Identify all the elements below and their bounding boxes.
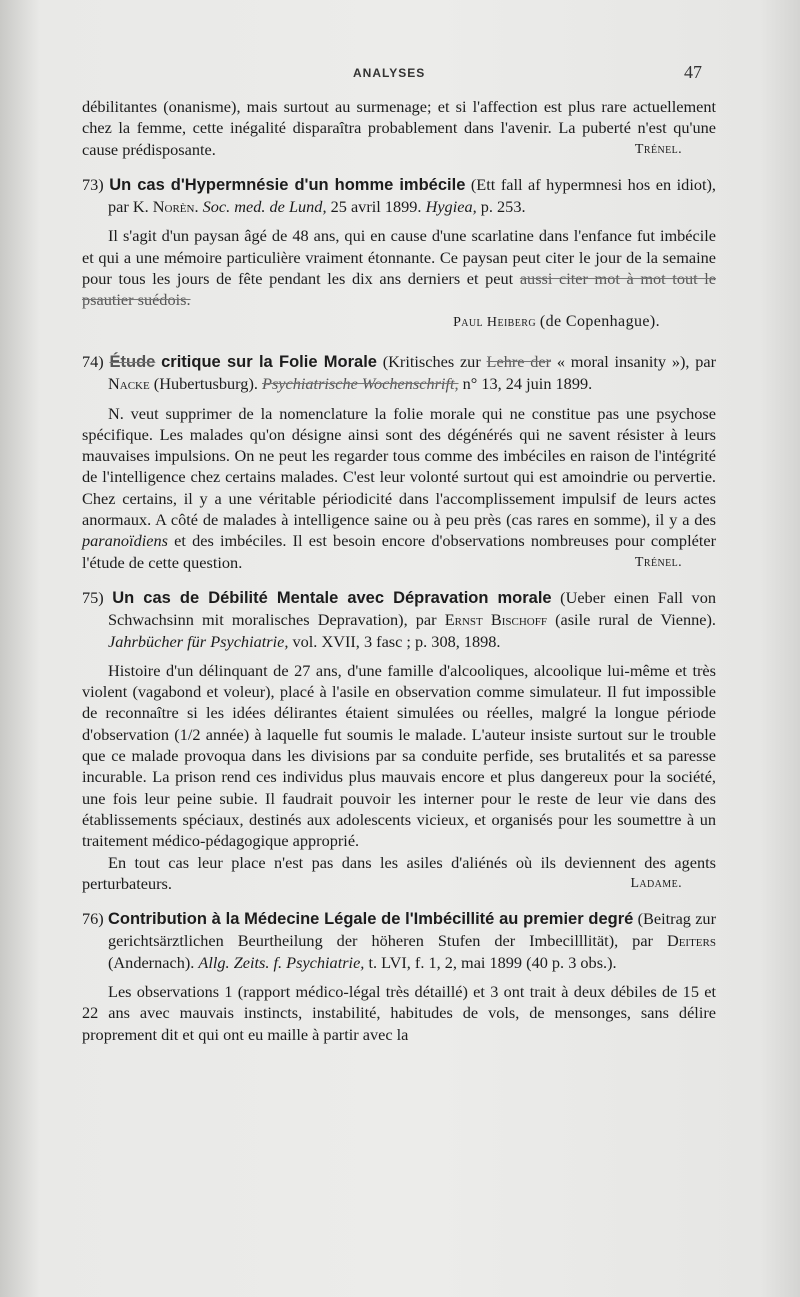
entry-75-signature: Ladame. [630, 875, 682, 891]
entry-76-heading [82, 908, 716, 973]
entry-title: Un cas de Débilité Mentale avec Dépravation morale [112, 588, 552, 607]
entry-74-heading [82, 351, 716, 395]
running-header [0, 62, 800, 86]
entry-75 [82, 587, 716, 894]
entry-journal: Allg. Zeits. f. Psychiatrie, [198, 952, 365, 972]
entry-page: p. 253. [480, 197, 526, 217]
entry-place: (Hubertusburg). [153, 374, 258, 394]
intro-paragraph [82, 96, 716, 160]
entry-issue: vol. XVII, 3 fasc ; p. 308, 1898. [292, 631, 501, 651]
entry-75-body: Histoire d'un délinquant de 27 ans, d'une famille d'alcooliques, alcoolique lui-même et très violent (vagabond et voleur), placé à l'asile en observation comme simulateur. Il fut impossible de reconnaître si les idées délirantes étaient simulées ou réelles, malgré la longue période d'observation (1/2 année) à laquelle fut soumis le malade. L'auteur insiste surtout sur le trouble que ce malade provoqua dans les divisions par sa conduite perfide, ses brutalités et sa paresse incurable. La prison rend ces individus plus mauvais encore et plus dangereux pour la société, une fois leur peine subie. Il faudrait pouvoir les interner pour le reste de leur vie dans des établissements spéciaux, destinés aux adolescents vicieux, et organisés pour les soumettre à un traitement médico-pédagogique approprié. [82, 660, 716, 851]
entry-76-body: Les observations 1 (rapport médico-légal très détaillé) et 3 ont trait à deux débiles de 15 et 22 ans avec mauvais instincts, instabilité, habitudes de vols, de mensonges, sans délire proprement dit et qui ont eu maille à partir avec la [82, 981, 716, 1044]
entry-74-body [82, 403, 716, 573]
entry-73-body [82, 225, 716, 310]
entry-reference-rest: « moral insanity »), par [556, 351, 717, 371]
signature-place: (de Copenhague). [539, 312, 660, 330]
entry-body-text: Il s'agit d'un paysan âgé de 48 ans, qui en cause d'une scarlatine dans l'enfance fut imbécile et qui a une mémoire particulière vraiment étonnante. Ce paysan peut citer le jour de la semaine pour tous les jours de fête pendant les dix ans derniers et peut [82, 226, 716, 289]
entry-place: (asile rural de Vienne). [555, 610, 716, 630]
entry-author: K. Norèn. [132, 197, 199, 217]
running-title: ANALYSES [353, 66, 426, 80]
page-number: 47 [684, 62, 702, 82]
entry-body-struck: aussi citer mot à mot tout le psautier suédois. [82, 269, 716, 310]
entry-journal-2: Hygiea, [425, 197, 477, 217]
entry-reference: (Beitrag zur gerichtsärztlichen Beurtheilung der höheren Stufen der Imbecilllität), par [108, 909, 716, 951]
entry-73-heading [82, 174, 716, 218]
entry-reference: (Ett fall af hypermnesi hos en idiot), par [108, 174, 716, 217]
entry-73-signature [82, 311, 660, 333]
entry-issue: n° 13, 24 juin 1899. [462, 374, 593, 394]
entry-75-body-2 [82, 852, 716, 895]
entry-74 [82, 351, 716, 573]
entry-title: Contribution à la Médecine Légale de l'Imbécillité au premier degré [107, 910, 634, 929]
entry-reference-struck: Lehre der [486, 351, 552, 371]
entry-title-struck: Étude [109, 352, 156, 371]
entry-journal: Psychiatrische Wochenschrift, [262, 374, 459, 394]
entry-journal: Soc. med. de Lund, [202, 197, 327, 217]
signature-name: Paul Heiberg [453, 314, 536, 330]
entry-76 [82, 908, 716, 1045]
entry-title: Un cas d'Hypermnésie d'un homme imbécile [109, 175, 466, 194]
entry-number: 73) [82, 174, 104, 194]
entry-body-text: N. veut supprimer de la nomenclature la folie morale qui ne constitue pas une psychose spécifique. Les malades qu'on désigne ainsi sont des dégénérés qui ne savent résister à leurs mauvaises impulsions. On ne peut les regarder tous comme des imbéciles en raison de l'intégrité de l'intelligence chez certains malades. C'est leur volonté surtout qui est amoindrie ou pervertie. Chez certains, il y a une véritable périodicité dans l'accomplissement impulsif de leurs actes anormaux. A côté de malades à intelligence saine ou à peu près (cas rares en somme), il y a des [82, 403, 716, 530]
entry-number: 74) [82, 351, 104, 371]
intro-signature: Trénel. [634, 141, 682, 157]
entry-74-signature: Trénel. [634, 554, 682, 570]
entry-body-italic: paranoïdiens [82, 531, 168, 551]
entry-author: Ernst Bischoff [444, 610, 547, 630]
entry-reference: (Kritisches zur [382, 351, 481, 371]
entry-body-end: et des imbéciles. Il est besoin encore d'observations nombreuses pour compléter l'étude de cette question. [82, 531, 716, 572]
entry-author: Nacke [108, 374, 150, 394]
entry-title: critique sur la Folie Morale [161, 352, 377, 371]
entry-author: Deiters [666, 931, 716, 951]
entry-issue: t. LVI, f. 1, 2, mai 1899 (40 p. 3 obs.). [368, 952, 617, 972]
entry-number: 76) [82, 909, 104, 929]
entry-journal: Jahrbücher für Psychiatrie, [108, 631, 289, 651]
entry-body-text: En tout cas leur place n'est pas dans les asiles d'aliénés où ils deviennent des agents perturbateurs. [82, 852, 716, 893]
entry-number: 75) [82, 587, 104, 607]
intro-text: débilitantes (onanisme), mais surtout au surmenage; et si l'affection est plus rare actuellement chez la femme, cette inégalité disparaîtra probablement dans l'avenir. La puberté n'est qu'une cause prédisposante. [82, 97, 716, 159]
entry-73 [82, 174, 716, 333]
entry-reference: (Ueber einen Fall von Schwachsinn mit moralisches Depravation), par [108, 587, 716, 630]
entry-place: (Andernach). [108, 952, 195, 972]
entry-date: 25 avril 1899. [330, 197, 422, 217]
entry-75-heading [82, 587, 716, 652]
article-body [82, 96, 716, 1045]
